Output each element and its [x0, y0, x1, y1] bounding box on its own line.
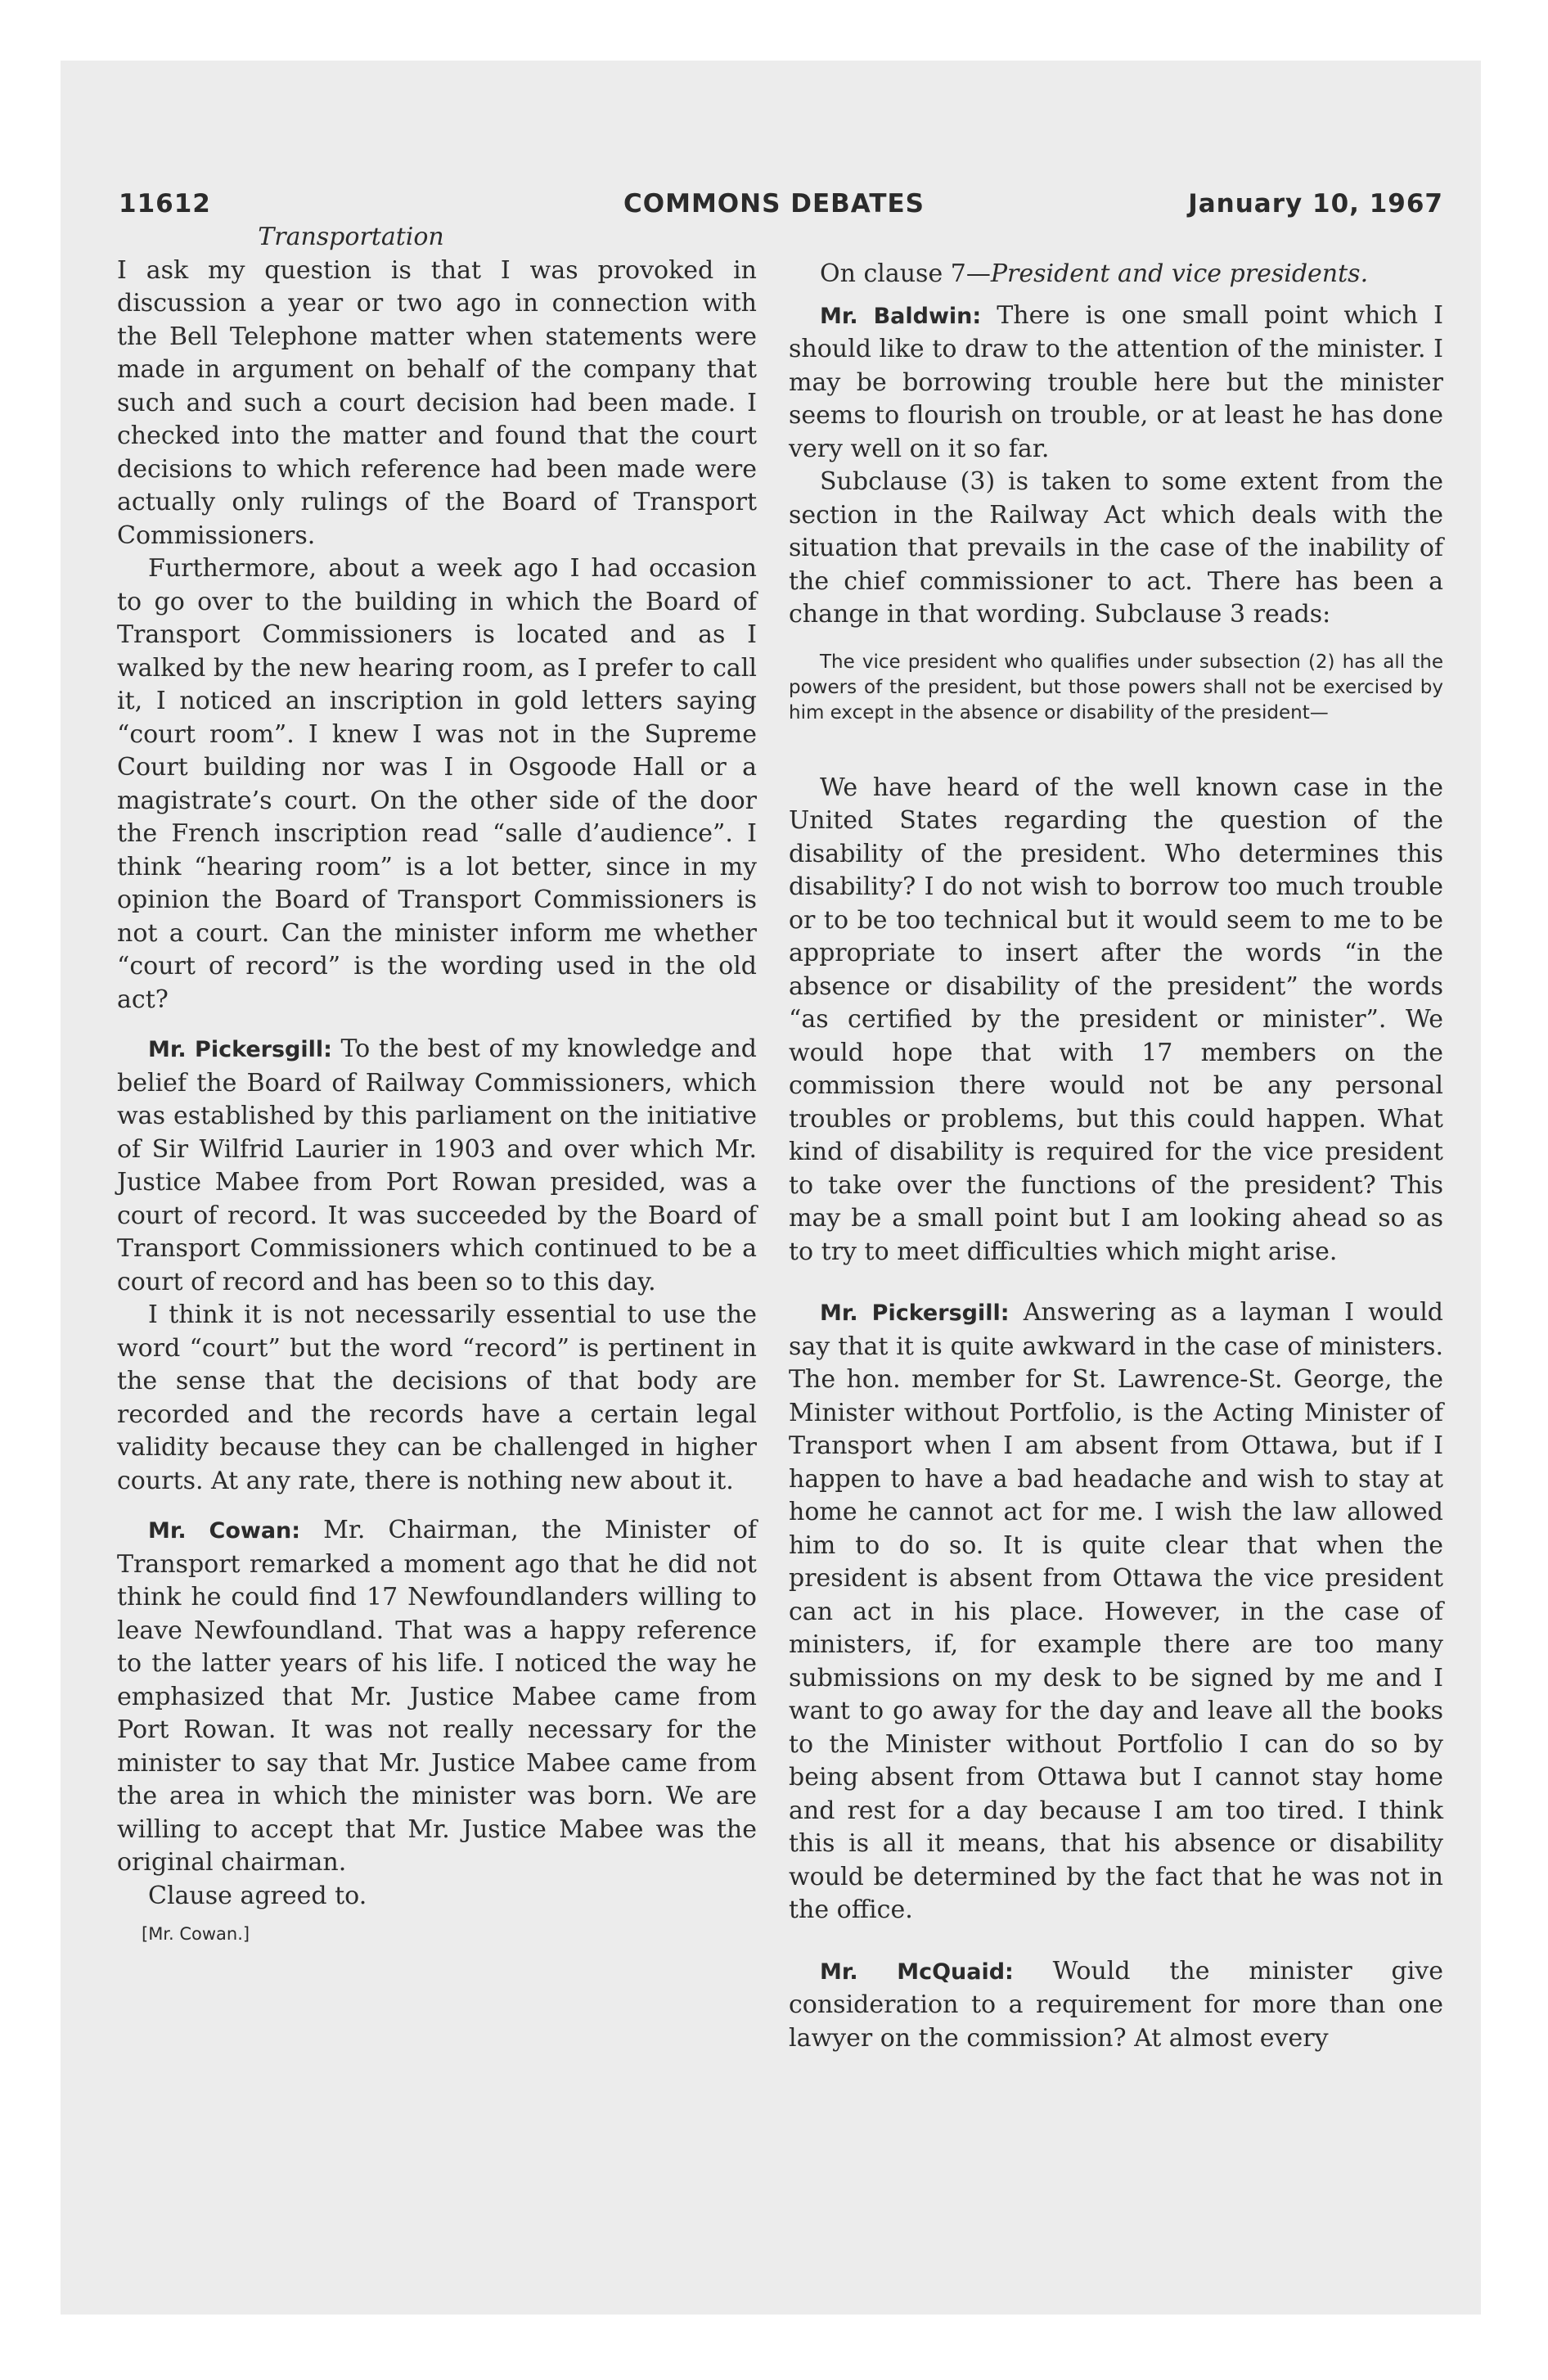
- speaker-name: Mr. Cowan:: [148, 1518, 301, 1544]
- paragraph: Furthermore, about a week ago I had occasion to go over to the building in which the Board of Transport Commissioners is located and as I walked by the new hearing room, as I prefer to call it, I noticed an inscription in gold letters saying “court room”. I knew I was not in the Supreme Court building nor was I in Osgoode Hall or a magistrate’s court. On the other side of the door the French inscription read “salle d’audience”. I think “hearing room” is a lot better, since in my opinion the Board of Transport Commissioners is not a court. Can the minister inform me whether “court of record” is the wording used in the old act?: [117, 554, 757, 1014]
- clause-heading: On clause 7—President and vice presidents.: [820, 259, 1369, 288]
- speech-text: To the best of my knowledge and belief the Board of Railway Commissioners, which was established by this parliament on the initiative of Sir Wilfrid Laurier in 1903 and over which Mr. Justice Mabee from Port Rowan presided, was a court of record. It was succeeded by the Board of Transport Commissioners which continued to be a court of record and has been so to this day.: [117, 1034, 757, 1296]
- publication-title: COMMONS DEBATES: [623, 189, 925, 219]
- paragraph: Subclause (3) is taken to some extent from the section in the Railway Act which deals with the situation that prevails in the case of the inability of the chief commissioner to act. There has been a change in that wording. Subclause 3 reads:: [789, 467, 1443, 629]
- speech-pickersgill: [789, 1296, 1443, 1927]
- speaker-name: Mr. Pickersgill:: [148, 1037, 332, 1062]
- footnote: [Mr. Cowan.]: [142, 1924, 250, 1944]
- speech-mcquaid: [789, 1955, 1443, 2056]
- paragraph: I think it is not necessarily essential to use the word “court” but the word “record” is pertinent in the sense that the decisions of that body are recorded and the records have a certain legal validity because they can be challenged in higher courts. At any rate, there is nothing new about it.: [117, 1300, 757, 1495]
- page-header: [0, 189, 1548, 222]
- paragraph: Clause agreed to.: [148, 1881, 367, 1910]
- speech-pickersgill: [117, 1033, 757, 1299]
- speaker-name: Mr. McQuaid:: [820, 1959, 1014, 1985]
- block-quote: The vice president who qualifies under subsection (2) has all the powers of the president, but those powers shall not be exercised by him except in the absence or disability of the president—: [789, 651, 1443, 723]
- page-number: 11612: [119, 189, 211, 219]
- speech-text: Answering as a layman I would say that it is quite awkward in the case of ministers. The hon. member for St. Lawrence-St. George, the Minister without Portfolio, is the Acting Minister of Transport when I am absent from Ottawa, but if I happen to have a bad headache and wish to stay at home he cannot act for me. I wish the law allowed him to do so. It is quite clear that when the president is absent from Ottawa the vice president can act in his place. However, in the case of ministers, if, for example there are too many submissions on my desk to be signed by me and I want to go away for the day and leave all the books to the Minister without Portfolio I can do so by being absent from Ottawa but I cannot stay home and rest for a day because I am too tired. I think this is all it means, that his absence or disability would be determined by the fact that he was not in the office.: [789, 1298, 1444, 1924]
- speech-text: There is one small point which I should like to draw to the attention of the minister. I may be borrowing trouble here but the minister seems to flourish on trouble, or at least he has done very well on it so far.: [789, 300, 1444, 463]
- page-date: January 10, 1967: [1188, 189, 1443, 219]
- speaker-name: Mr. Baldwin:: [820, 303, 982, 329]
- speech-baldwin: [789, 300, 1443, 467]
- section-title: Transportation: [258, 223, 444, 251]
- speech-cowan: [117, 1514, 757, 1880]
- paragraph: We have heard of the well known case in the United States regarding the question of the disability of the president. Who determines this disability? I do not wish to borrow too much trouble or to be too technical but it would seem to me to be appropriate to insert after the words “in the absence or disability of the president” the words “as certified by the president or minister”. We would hope that with 17 members on the commission there would not be any personal troubles or problems, but this could happen. What kind of disability is required for the vice president to take over the functions of the president? This may be a small point but I am looking ahead so as to try to meet difficulties which might arise.: [789, 773, 1443, 1266]
- speech-text: Mr. Chairman, the Minister of Transport remarked a moment ago that he did not think he could find 17 Newfoundlanders willing to leave Newfoundland. That was a happy reference to the latter years of his life. I noticed the way he emphasized that Mr. Justice Mabee came from Port Rowan. It was not really necessary for the minister to say that Mr. Justice Mabee came from the area in which the minister was born. We are willing to accept that Mr. Justice Mabee was the original chairman.: [117, 1516, 757, 1877]
- speaker-name: Mr. Pickersgill:: [820, 1300, 1010, 1326]
- paragraph: I ask my question is that I was provoked in discussion a year or two ago in connection with the Bell Telephone matter when statements were made in argument on behalf of the company that such and such a court decision had been made. I checked into the matter and found that the court decisions to which reference had been made were actually only rulings of the Board of Transport Commissioners.: [117, 255, 757, 550]
- clause-title: President and vice presidents.: [990, 259, 1369, 288]
- right-column: [789, 258, 1443, 2055]
- left-column: [117, 221, 757, 1951]
- speech-text: Would the minister give consideration to a requirement for more than one lawyer on the commission? At almost every: [789, 1956, 1443, 2053]
